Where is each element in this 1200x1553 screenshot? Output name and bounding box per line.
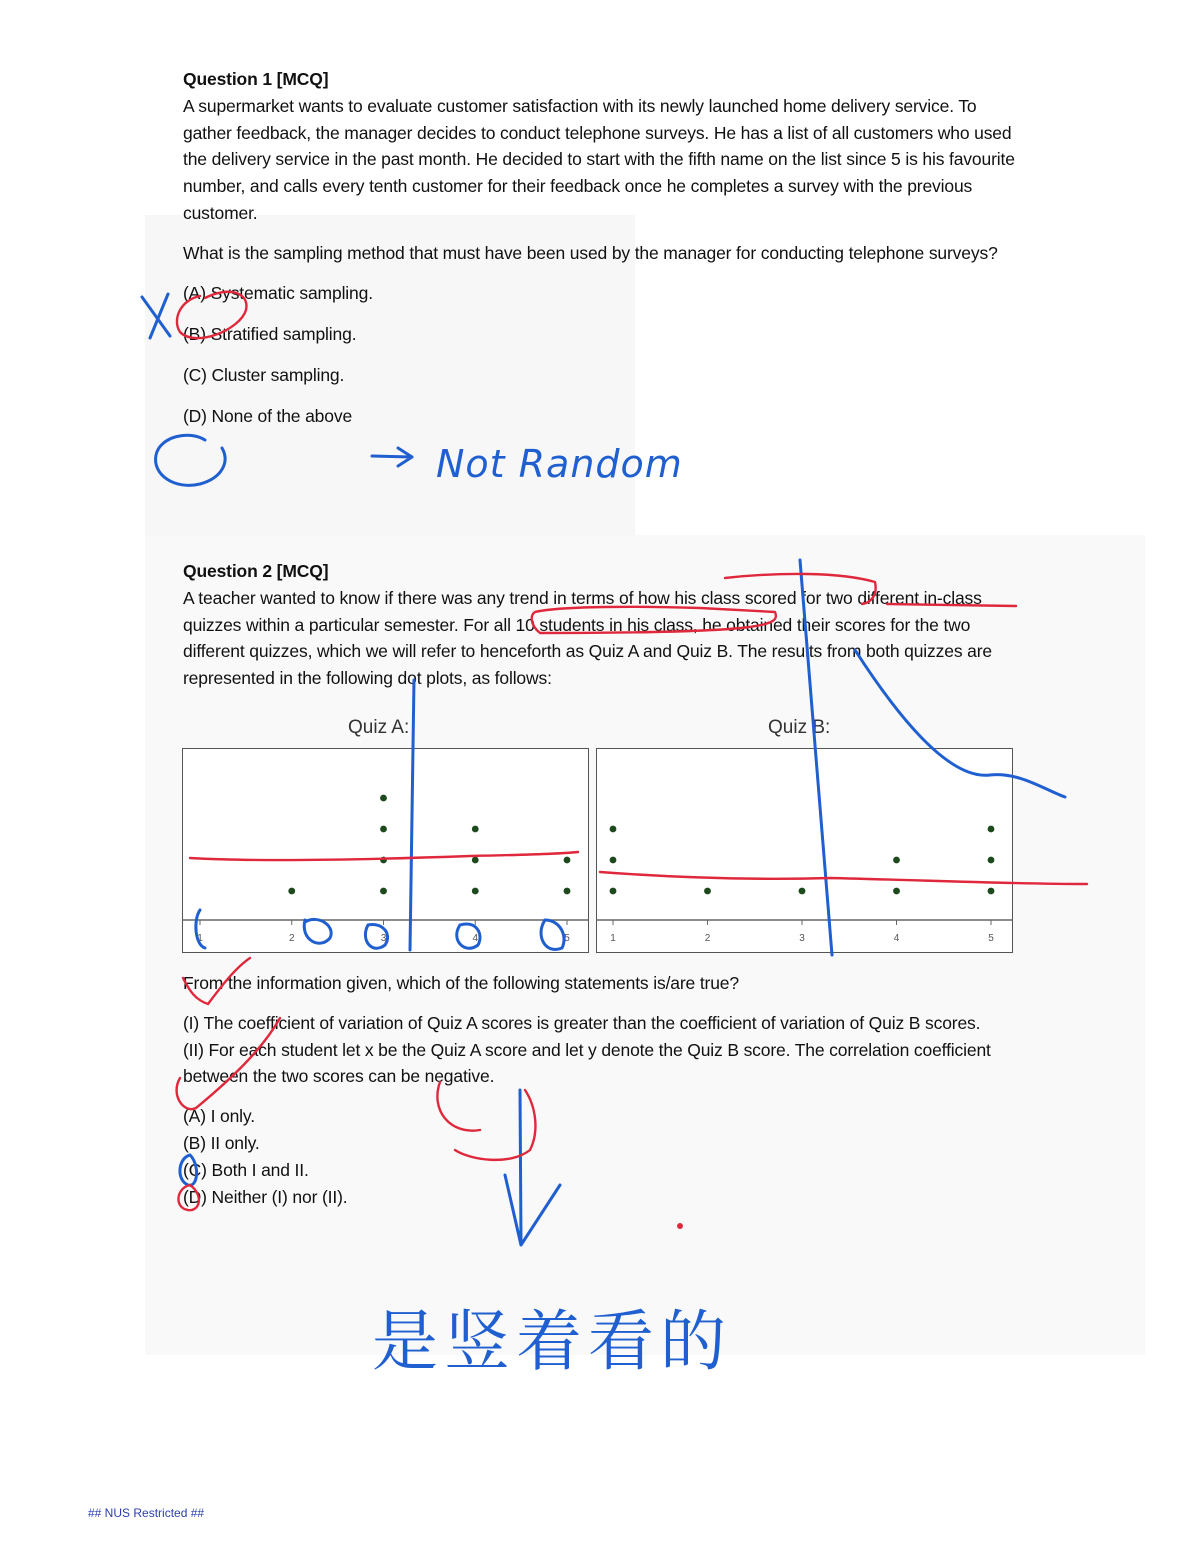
quiz-a-title: Quiz A: bbox=[348, 717, 410, 738]
question-2-option-a[interactable]: (A) I only. bbox=[183, 1106, 255, 1127]
plot-tick-label: 4 bbox=[472, 933, 479, 944]
plot-tick-label: 5 bbox=[988, 933, 994, 944]
plot-tick-label: 3 bbox=[380, 933, 387, 944]
question-2 bbox=[183, 558, 1023, 692]
quiz-a-plot-frame bbox=[182, 748, 589, 953]
question-1-option-a[interactable]: (A) Systematic sampling. bbox=[183, 282, 373, 303]
plot-tick-label: 2 bbox=[288, 933, 295, 944]
question-1-option-c[interactable]: (C) Cluster sampling. bbox=[183, 365, 345, 386]
plot-tick-label: 4 bbox=[893, 933, 900, 944]
quiz-b-title: Quiz B: bbox=[768, 717, 831, 738]
question-1 bbox=[183, 66, 1023, 445]
question-1-stem: A supermarket wants to evaluate customer satisfaction with its newly launched home delivery service. To gather feedback, the manager decides to conduct telephone surveys. He has a list of all customers who used the delivery service in the past month. He decided to start with the fifth name on the list since 5 is his favourite number, and calls every tenth customer for their feedback once he completes a survey with the previous customer. bbox=[183, 95, 1015, 223]
note-not-random: Not Random bbox=[436, 442, 683, 486]
statement-1: (I) The coefficient of variation of Quiz A scores is greater than the coefficient of variation of Quiz B scores. bbox=[183, 1012, 981, 1033]
question-2-option-c[interactable]: (C) Both I and II. bbox=[183, 1159, 309, 1180]
question-2-title: Question 2 [MCQ] bbox=[183, 561, 329, 581]
question-1-option-b[interactable]: (B) Stratified sampling. bbox=[183, 323, 357, 344]
plot-tick-label: 5 bbox=[564, 933, 570, 944]
plot-tick-label: 1 bbox=[197, 933, 203, 944]
question-2-option-d[interactable]: (D) Neither (I) nor (II). bbox=[183, 1186, 348, 1207]
plot-tick-label: 3 bbox=[799, 933, 805, 944]
footer-classification: ## NUS Restricted ## bbox=[88, 1506, 205, 1520]
quiz-b-plot-frame bbox=[596, 748, 1013, 953]
question-1-title: Question 1 [MCQ] bbox=[183, 69, 329, 89]
question-1-options bbox=[183, 280, 1023, 431]
question-2-stem: A teacher wanted to know if there was any trend in terms of how his class scored for two different in-class quizzes within a particular semester. For all 10 students in his class, he obtained their scores for the two different quizzes, which we will refer to henceforth as Quiz A and Quiz B. The results from both quizzes are represented in the following dot plots, as follows: bbox=[183, 587, 992, 689]
question-1-prompt: What is the sampling method that must have been used by the manager for conducting telephone surveys? bbox=[183, 242, 998, 263]
question-2-continued bbox=[183, 970, 1023, 1210]
question-2-prompt: From the information given, which of the following statements is/are true? bbox=[183, 973, 739, 993]
question-2-option-b[interactable]: (B) II only. bbox=[183, 1132, 260, 1153]
statement-2: (II) For each student let x be the Quiz A score and let y denote the Quiz B score. The correlation coefficient between the two scores can be negative. bbox=[183, 1039, 991, 1087]
plot-tick-label: 2 bbox=[704, 933, 711, 944]
note-chinese: 是竖着看的 bbox=[372, 1303, 732, 1380]
question-2-options bbox=[183, 1103, 1023, 1210]
question-1-option-d[interactable]: (D) None of the above bbox=[183, 406, 353, 427]
plot-tick-label: 1 bbox=[610, 933, 616, 944]
